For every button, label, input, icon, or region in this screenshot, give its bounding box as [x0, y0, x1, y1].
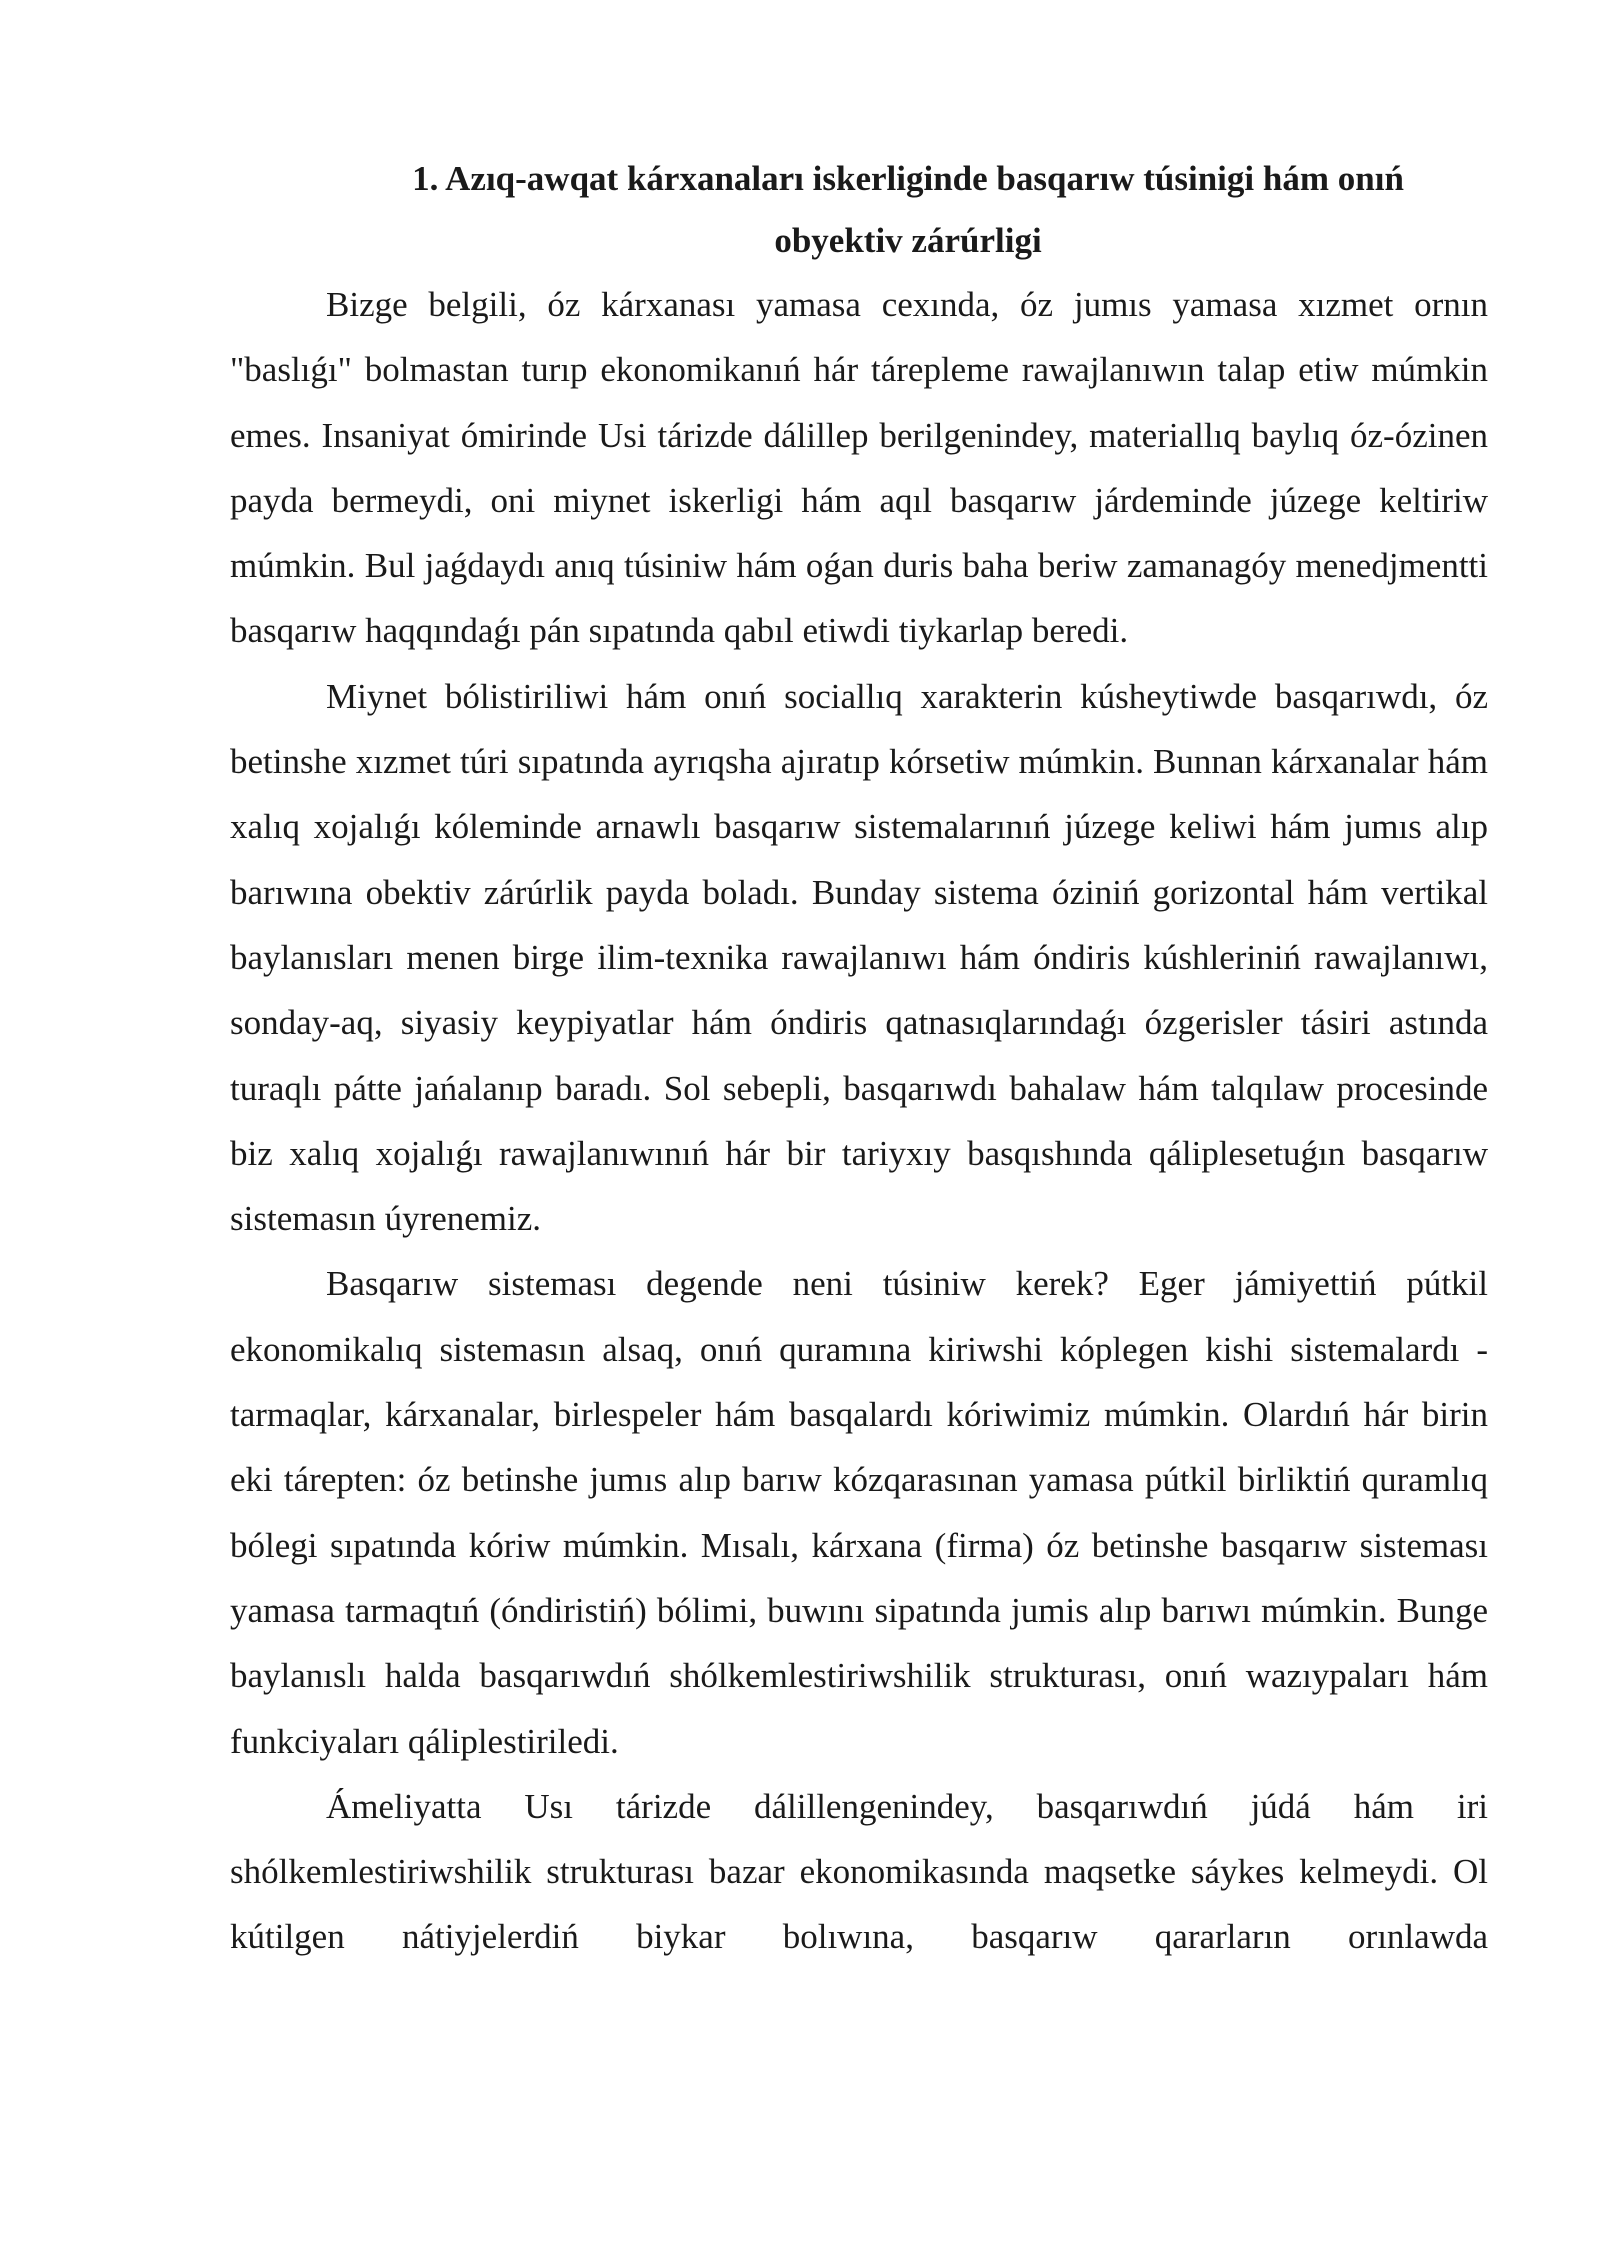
paragraph-4: Ámeliyatta Usı tárizde dálillengenindey, basqarıwdıń júdá hám iri shólkemlestiriwshilik strukturası bazar ekonomikasında maqsetke sáykes kelmeydi. Ol kútilgen nátiyjelerdiń biykar bolıwına, basqarıw qararların orınlawda [230, 1786, 1488, 1957]
section-heading: 1. Azıq-awqat kárxanaları iskerliginde basqarıw túsinigi hám onıń obyektiv zárúrligi [412, 159, 1404, 260]
paragraph-2: Miynet bólistiriliwi hám onıń sociallıq xarakterin kúsheytiwde basqarıwdı, óz betinshe xızmet túri sıpatında ayrıqsha ajıratıp kórsetiw múmkin. Bunnan kárxanalar hám xalıq xojalıǵı kóleminde arnawlı basqarıw sistemalarınıń júzege keliwi hám jumıs alıp barıwına obektiv zárúrlik payda boladı. Bunday sistema óziniń gorizontal hám vertikal baylanısları menen birge ilim-texnika rawajlanıwı hám óndiris kúshleriniń rawajlanıwı, sonday-aq, siyasiy keypiyatlar hám óndiris qatnasıqlarındaǵı ózgerisler tásiri astında turaqlı pátte jańalanıp baradı. Sol sebepli, basqarıwdı bahalaw hám talqılaw procesinde biz xalıq xojalıǵı rawajlanıwınıń hár bir tariyxıy basqıshında qáliplesetuǵın basqarıw sistemasın úyrenemiz. [230, 676, 1488, 1239]
paragraph-1: Bizge belgili, óz kárxanası yamasa cexında, óz jumıs yamasa xızmet ornın "baslıǵı" bolmastan turıp ekonomikanıń hár tárepleme rawajlanıwın talap etiw múmkin emes. Insaniyat ómirinde Usi tárizde dálillep berilgenindey, materiallıq baylıq óz-ózinen payda bermeydi, oni miynet iskerligi hám aqıl basqarıw járdeminde júzege keltiriw múmkin. Bul jaǵdaydı anıq túsiniw hám oǵan duris baha beriw zamanagóy menedjmentti basqarıw haqqındaǵı pán sıpatında qabıl etiwdi tiykarlap beredi. [230, 285, 1488, 651]
document-body [230, 148, 1488, 1970]
paragraph-3: Basqarıw sisteması degende neni túsiniw kerek? Eger jámiyettiń pútkil ekonomikalıq sistemasın alsaq, onıń quramına kiriwshi kóplegen kishi sistemalardı - tarmaqlar, kárxanalar, birlespeler hám basqalardı kóriwimiz múmkin. Olardıń hár birin eki tárepten: óz betinshe jumıs alıp barıw kózqarasınan yamasa pútkil birliktiń quramlıq bólegi sıpatında kóriw múmkin. Mısalı, kárxana (firma) óz betinshe basqarıw sisteması yamasa tarmaqtıń (óndiristiń) bólimi, buwını sipatında jumis alıp barıwı múmkin. Bunge baylanıslı halda basqarıwdıń shólkemlestiriwshilik strukturası, onıń wazıypaları hám funkciyaları qáliplestiriledi. [230, 1264, 1488, 1761]
